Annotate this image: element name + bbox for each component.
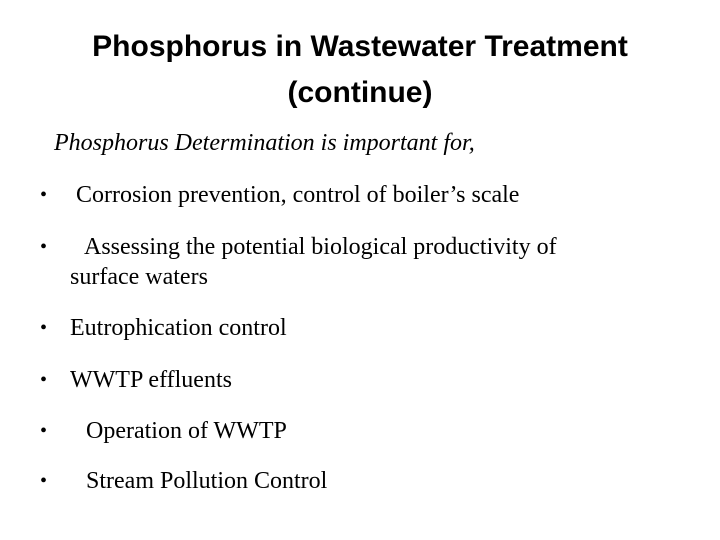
bullet-text: Corrosion prevention, control of boiler’s scale <box>76 182 520 208</box>
bullet-marker: • <box>40 236 48 258</box>
slide-subtitle: Phosphorus Determination is important for, <box>54 130 475 156</box>
bullet-marker: • <box>40 470 48 492</box>
bullet-text: Eutrophication control <box>70 315 287 341</box>
bullet-text <box>70 232 691 292</box>
bullet-text-line-1: Assessing the potential biological productivity of <box>84 234 557 260</box>
bullet-marker: • <box>40 317 48 339</box>
slide-title-line-1: Phosphorus in Wastewater Treatment <box>92 30 628 63</box>
bullet-text-line-2: surface waters <box>70 264 208 290</box>
slide-title-line-2: (continue) <box>287 76 433 109</box>
bullet-text: Operation of WWTP <box>86 418 287 444</box>
bullet-marker: • <box>40 369 48 391</box>
bullet-marker: • <box>40 184 48 206</box>
bullet-text: Stream Pollution Control <box>86 468 328 494</box>
bullet-text: WWTP effluents <box>70 367 232 393</box>
bullet-marker: • <box>40 420 48 442</box>
slide-title <box>20 24 700 116</box>
